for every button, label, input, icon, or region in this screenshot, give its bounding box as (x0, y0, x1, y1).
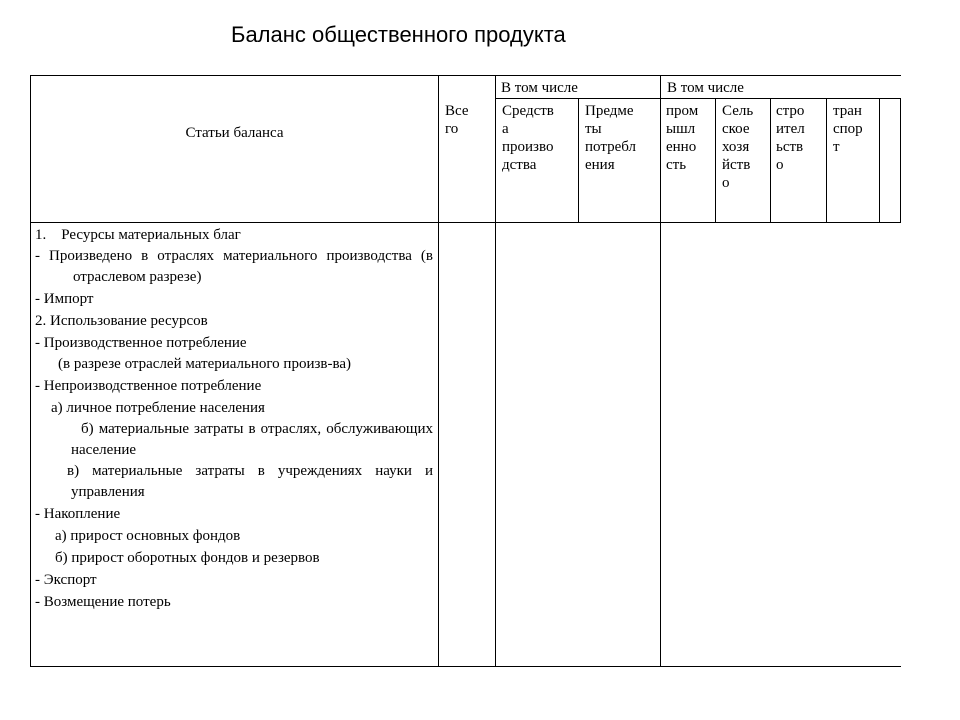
list-item: в) материальные затраты в учреждениях науки и управления (67, 463, 433, 500)
list-item: - Импорт (35, 291, 94, 307)
header-subcol-agriculture: Сель ское хозя йств о (722, 103, 754, 191)
col-divider-group1 (495, 75, 496, 667)
group-header-divider-2 (660, 98, 901, 99)
list-item: б) прирост оборотных фондов и резервов (55, 550, 320, 566)
header-subcol-construction: стро ител ьств о (776, 103, 805, 173)
list-item: 2. Использование ресурсов (35, 313, 208, 329)
header-subcol-means-of-production: Средств а произво дства (502, 103, 554, 173)
header-subcol-transport: тран спор т (833, 103, 863, 155)
header-subcol-consumer-goods: Предме ты потребл ения (585, 103, 636, 173)
subcol-divider-4 (826, 98, 827, 223)
subcol-divider-3 (770, 98, 771, 223)
list-item: - Непроизводственное потребление (35, 378, 262, 394)
header-total-label: Все го (445, 103, 469, 137)
list-item: (в разрезе отраслей материального произв-ва) (58, 356, 352, 372)
table-top-border (30, 75, 901, 76)
subcol-divider-1 (578, 98, 579, 223)
page-title: Баланс общественного продукта (231, 22, 566, 47)
list-item: - Произведено в отраслях материального производства (в отраслевом разрезе) (35, 248, 433, 285)
header-group2-label: В том числе (667, 80, 744, 96)
balance-items-list (35, 224, 433, 613)
list-item: - Возмещение потерь (35, 594, 171, 610)
list-item: а) личное потребление населения (51, 400, 265, 416)
list-item: - Накопление (35, 506, 121, 522)
table-left-border (30, 75, 31, 667)
header-items-label: Статьи баланса (185, 125, 284, 141)
list-item: а) прирост основных фондов (55, 528, 241, 544)
list-item: - Экспорт (35, 572, 97, 588)
subcol-divider-2 (715, 98, 716, 223)
header-subcol-industry: пром ышл енно сть (666, 103, 699, 173)
header-group1-label: В том числе (501, 80, 578, 96)
table-bottom-border (30, 666, 901, 667)
list-item: б) материальные затраты в отраслях, обслуживающих население (71, 421, 433, 458)
list-item: - Производственное потребление (35, 335, 247, 351)
subcol-divider-5 (879, 98, 880, 223)
col-divider-group2 (660, 75, 661, 667)
col-divider-total (438, 75, 439, 667)
list-item: 1. Ресурсы материальных благ (35, 227, 241, 243)
subcol-divider-6 (900, 98, 901, 223)
